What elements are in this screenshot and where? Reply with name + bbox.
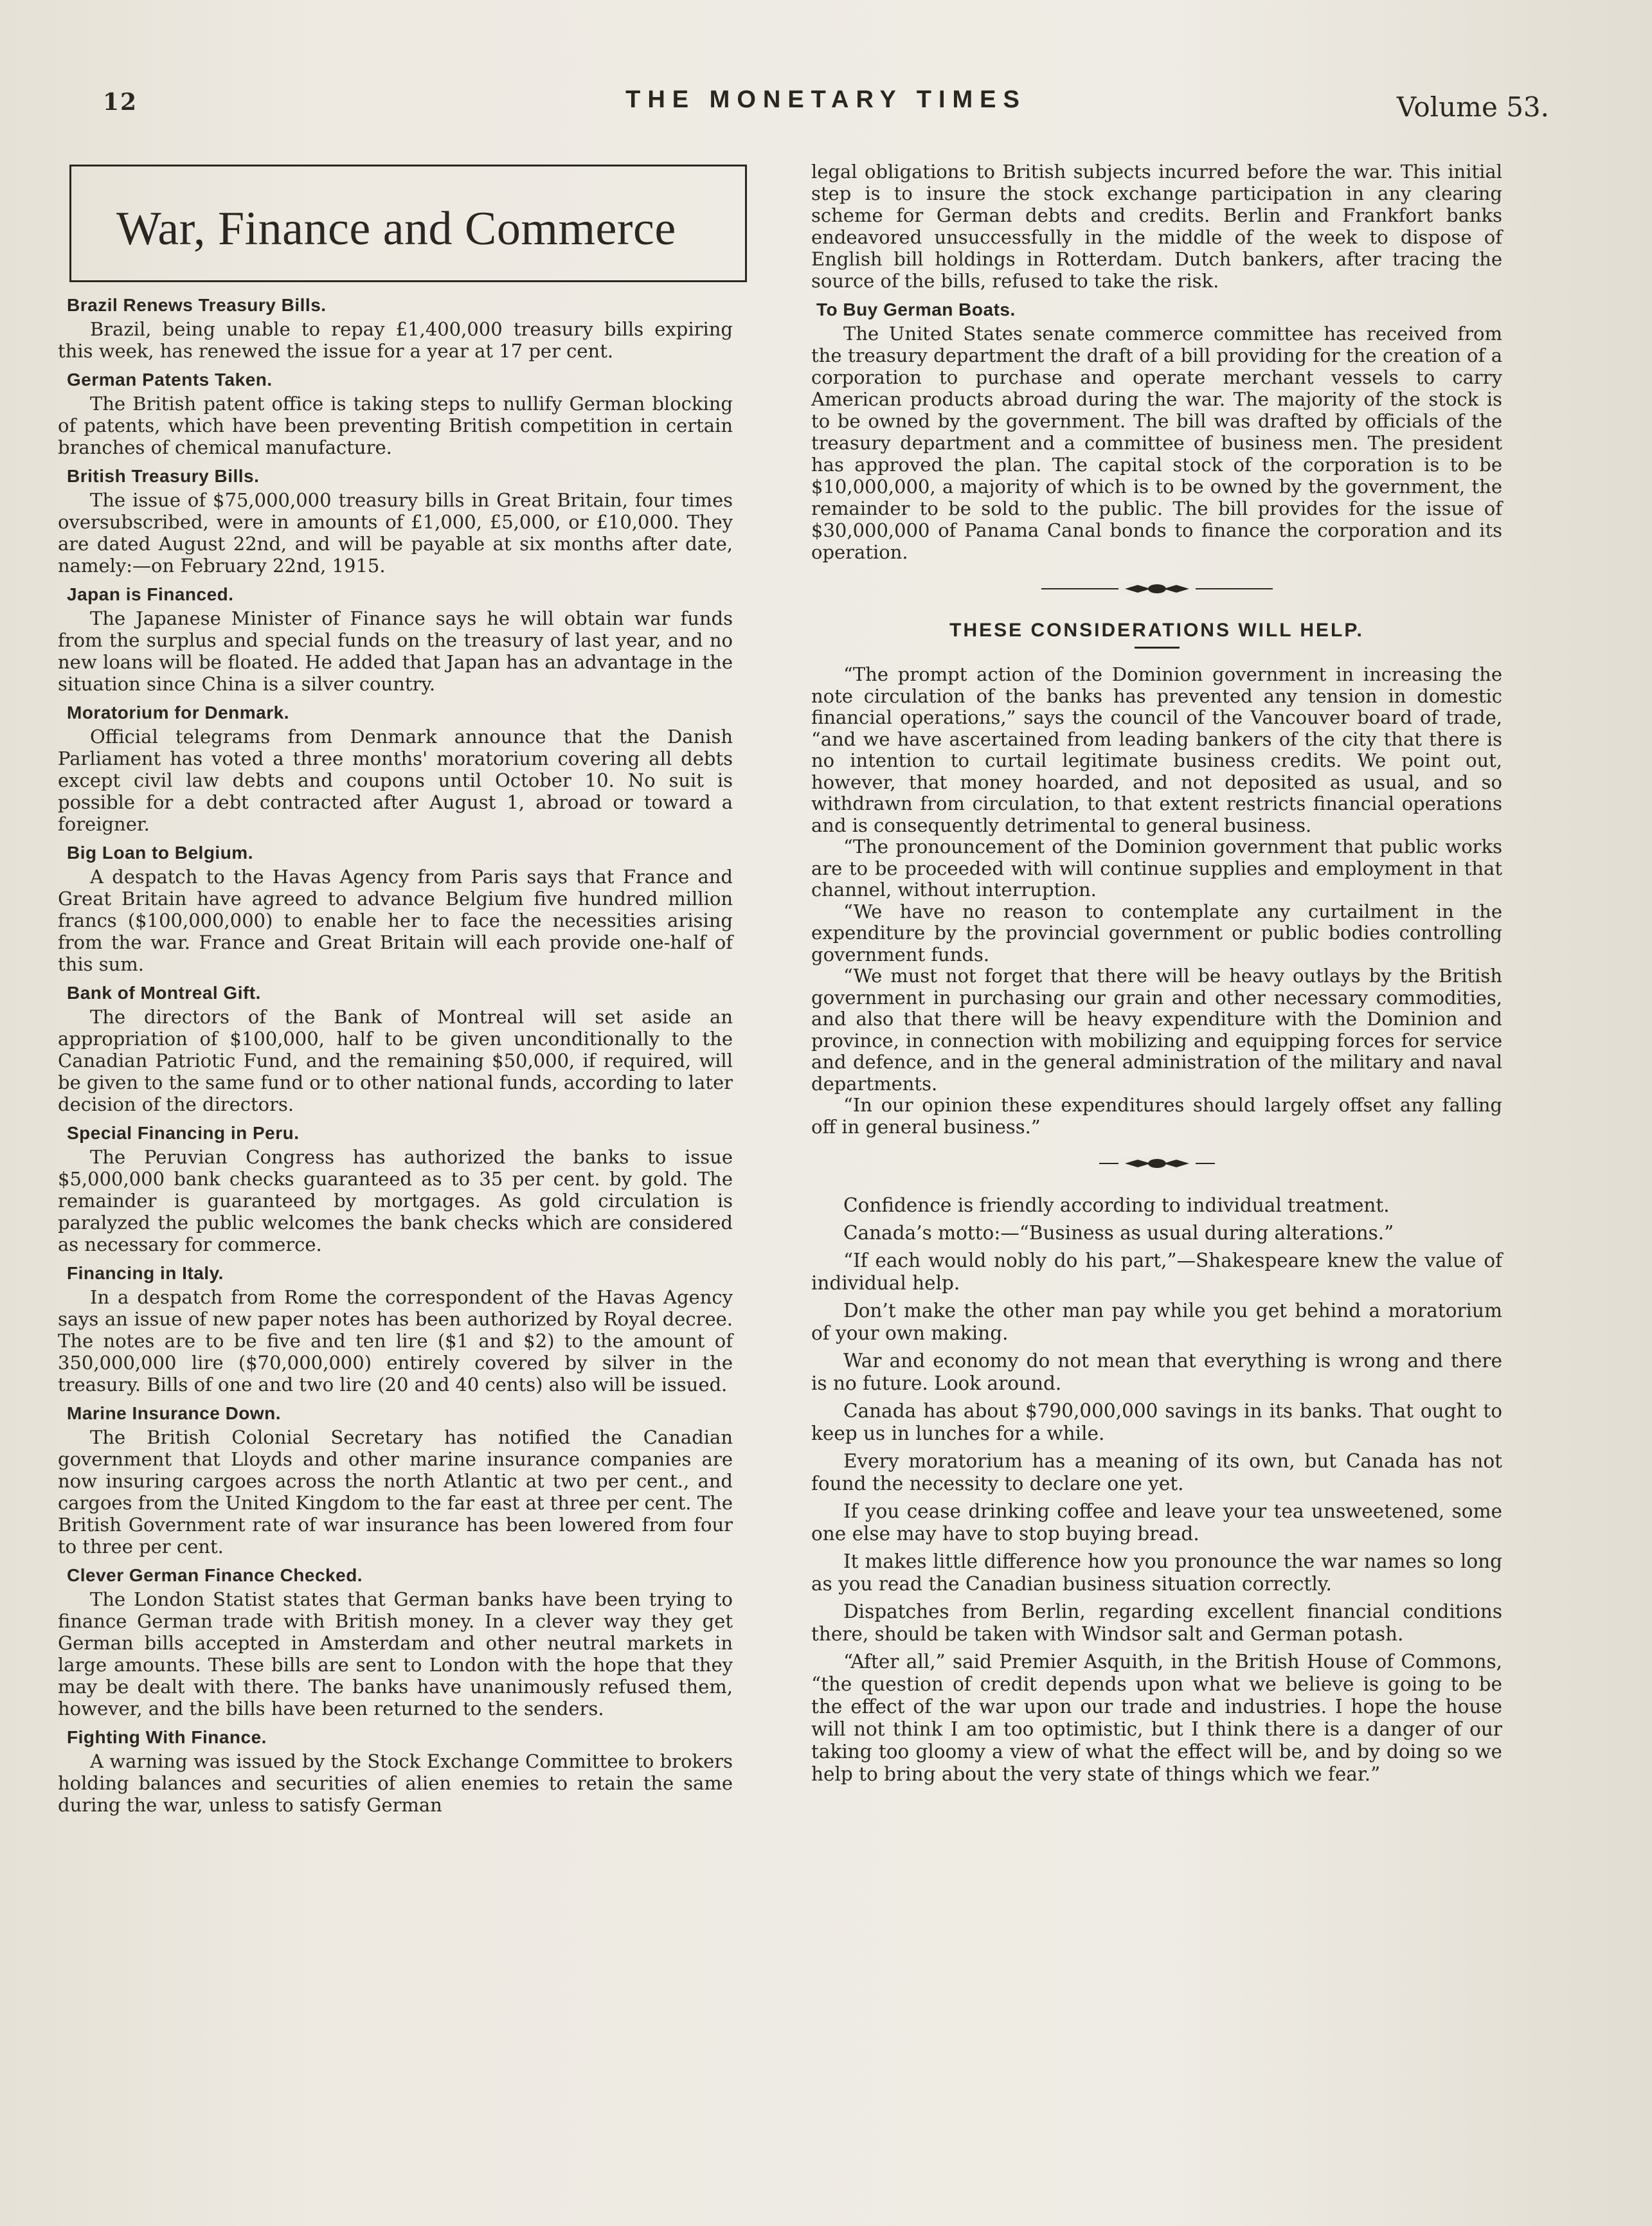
article-text: The directors of the Bank of Montreal will set aside an appropriation of $100,000, half to be given unconditionally to the Canadian Patriotic Fund, and the remaining $50,000, if required, will be given to the same fund or to other national funds, according to later decision of the directors. bbox=[58, 1006, 733, 1115]
article-text: The issue of $75,000,000 treasury bills in Great Britain, four times oversubscribed, were in amounts of £1,000, £5,000, or £10,000. They are dated August 22nd, and will be payable at six months after date, namely:—on February 22nd, 1915. bbox=[58, 489, 733, 577]
article-heading: Fighting With Finance. bbox=[67, 1727, 267, 1747]
page-number: 12 bbox=[103, 89, 138, 116]
saying-paragraph: Canada has about $790,000,000 savings in its banks. That ought to keep us in lunches for a while. bbox=[811, 1400, 1502, 1444]
quote-paragraph: “The pronouncement of the Dominion government that public works are to be proceeded with will continue supplies and employment in that channel, without interruption. bbox=[811, 836, 1502, 901]
saying-paragraph: Every moratorium has a meaning of its own, but Canada has not found the necessity to declare one yet. bbox=[811, 1450, 1502, 1494]
article-text: The United States senate commerce committee has received from the treasury department the draft of a bill providing for the creation of a corporation to purchase and operate merchant vessels to carry American products abroad during the war. The majority of the stock is to be owned by the government. The bill was drafted by officials of the treasury department and a committee of business men. The president has approved the plan. The capital stock of the corporation is to be $10,000,000, a majority of which is to be owned by the government, the remainder to be sold to the public. The bill provides for the issue of $30,000,000 of Panama Canal bonds to finance the corporation and its operation. bbox=[811, 323, 1502, 563]
ornamental-divider bbox=[1041, 1157, 1273, 1170]
article-heading: German Patents Taken. bbox=[67, 370, 273, 390]
saying-paragraph: War and economy do not mean that everything is wrong and there is no future. Look around. bbox=[811, 1350, 1502, 1394]
continued-article-text: legal obligations to British subjects incurred before the war. This initial step is to insure the stock exchange participation in any clearing scheme for German debts and credits. Berlin and Frankfort banks endeavored unsuccessfully in the middle of the week to dispose of English bill holdings in Rotterdam. Dutch bankers, after tracing the source of the bills, refused to take the risk. bbox=[811, 161, 1502, 292]
considerations-quotes bbox=[811, 664, 1502, 1138]
article-heading: Brazil Renews Treasury Bills. bbox=[67, 295, 327, 315]
publication-title: THE MONETARY TIMES bbox=[625, 86, 1027, 113]
article-heading: Bank of Montreal Gift. bbox=[67, 983, 261, 1003]
saying-paragraph: It makes little difference how you pronounce the war names so long as you read the Canadian business situation correctly. bbox=[811, 1550, 1502, 1595]
saying-paragraph: Confidence is friendly according to individual treatment. bbox=[843, 1194, 1390, 1216]
volume-label: Volume 53. bbox=[1396, 91, 1549, 123]
saying-paragraph: “After all,” said Premier Asquith, in the British House of Commons, “the question of credit depends upon what we believe is going to be the effect of the war upon our trade and industries. I hope the house will not think I am too optimistic, but I think there is a danger of our taking too gloomy a view of what the effect will be, and by doing so we help to bring about the very state of things which we fear.” bbox=[811, 1651, 1502, 1785]
section-title-box bbox=[69, 165, 747, 282]
article-heading: Moratorium for Denmark. bbox=[67, 703, 289, 723]
article-text: A warning was issued by the Stock Exchange Committee to brokers holding balances and securities of alien enemies to retain the same during the war, unless to satisfy German bbox=[58, 1750, 733, 1816]
article-list bbox=[58, 295, 733, 1816]
section-title: War, Finance and Commerce bbox=[116, 202, 676, 255]
article-text: Official telegrams from Denmark announce that the Danish Parliament has voted a three months' moratorium covering all debts except civil law debts and coupons until October 10. No suit is possible for a debt contracted after August 1, abroad or toward a foreigner. bbox=[58, 726, 733, 835]
saying-paragraph: Dispatches from Berlin, regarding excellent financial conditions there, should be taken with Windsor salt and German potash. bbox=[811, 1601, 1502, 1645]
quote-paragraph: “We must not forget that there will be heavy outlays by the British government in purchasing our grain and other necessary commodities, and also that there will be heavy expenditure with the Dominion and province, in connection with mobilizing and equipping forces for service and defence, and in the general administration of the military and naval departments. bbox=[811, 965, 1502, 1095]
article-text: The Japanese Minister of Finance says he will obtain war funds from the surplus and special funds on the treasury of last year, and no new loans will be floated. He added that Japan has an advantage in the situation since China is a silver country. bbox=[58, 607, 733, 695]
saying-paragraph: Canada’s motto:—“Business as usual during alterations.” bbox=[843, 1222, 1394, 1244]
article-text: The British Colonial Secretary has notified the Canadian government that Lloyds and other marine insurance companies are now insuring cargoes across the north Atlantic at two per cent., and cargoes from the United Kingdom to the far east at three per cent. The British Government rate of war insurance has been lowered from four to three per cent. bbox=[58, 1426, 733, 1557]
article-text: The Peruvian Congress has authorized the banks to issue $5,000,000 bank checks guaranteed as to 35 per cent. by gold. The remainder is guaranteed by mortgages. As gold circulation is paralyzed the public welcomes the bank checks which are considered as necessary for commerce. bbox=[58, 1146, 733, 1255]
saying-paragraph: If you cease drinking coffee and leave your tea unsweetened, some one else may have to stop buying bread. bbox=[811, 1500, 1502, 1545]
saying-paragraph: Don’t make the other man pay while you get behind a moratorium of your own making. bbox=[811, 1300, 1502, 1344]
article-heading: Marine Insurance Down. bbox=[67, 1403, 282, 1423]
section-heading: THESE CONSIDERATIONS WILL HELP. bbox=[949, 620, 1364, 641]
article-heading: Financing in Italy. bbox=[67, 1263, 224, 1283]
article-text: Brazil, being unable to repay £1,400,000 treasury bills expiring this week, has renewed the issue for a year at 17 per cent. bbox=[58, 318, 733, 362]
right-column bbox=[811, 161, 1502, 1791]
article-text: The British patent office is taking steps to nullify German blocking of patents, which have been preventing British competition in certain branches of chemical manufacture. bbox=[58, 393, 733, 458]
ornamental-divider bbox=[1041, 582, 1273, 595]
heading-rule bbox=[1135, 647, 1180, 649]
article-heading: Big Loan to Belgium. bbox=[67, 843, 253, 863]
article-text: In a despatch from Rome the correspondent of the Havas Agency says an issue of new paper notes has been authorized by Royal decree. The notes are to be five and ten lire ($1 and $2) to the amount of 350,000,000 lire ($70,000,000) entirely covered by silver in the treasury. Bills of one and two lire (20 and 40 cents) also will be issued. bbox=[58, 1286, 733, 1396]
quote-paragraph: “We have no reason to contemplate any curtailment in the expenditure by the provincial government or public bodies controlling government funds. bbox=[811, 900, 1502, 965]
article-text: The London Statist states that German banks have been trying to finance German trade with British money. In a clever way they get German bills accepted in Amsterdam and other neutral markets in large amounts. These bills are sent to London with the hope that they may be dealt with there. The banks have unanimously refused them, however, and the bills have been returned to the senders. bbox=[58, 1588, 733, 1719]
article-heading: British Treasury Bills. bbox=[67, 466, 260, 486]
sayings-list bbox=[811, 1194, 1502, 1786]
left-column bbox=[58, 165, 733, 1816]
quote-paragraph: “The prompt action of the Dominion government in increasing the note circulation of the banks has prevented any tension in domestic financial operations,” says the council of the Vancouver board of trade, “and we have ascertained from leading bankers of the city that there is no intention to curtail legitimate business credits. We point out, however, that money hoarded, and not deposited as usual, and so withdrawn from circulation, to that extent restricts financial operations and is consequently detrimental to general business. bbox=[811, 663, 1502, 836]
quote-paragraph: “In our opinion these expenditures should largely offset any falling off in general business.” bbox=[811, 1094, 1502, 1138]
saying-paragraph: “If each would nobly do his part,”—Shakespeare knew the value of individual help. bbox=[811, 1250, 1502, 1294]
article-heading: Special Financing in Peru. bbox=[67, 1123, 300, 1143]
article-heading: Japan is Financed. bbox=[67, 584, 234, 604]
article-text: A despatch to the Havas Agency from Paris says that France and Great Britain have agreed to advance Belgium five hundred million francs ($100,000,000) to enable her to face the necessities arising from the war. France and Great Britain will each provide one-half of this sum. bbox=[58, 866, 733, 975]
article-heading: To Buy German Boats. bbox=[816, 300, 1016, 319]
article-heading: Clever German Finance Checked. bbox=[67, 1565, 363, 1585]
page-header bbox=[103, 82, 1549, 127]
